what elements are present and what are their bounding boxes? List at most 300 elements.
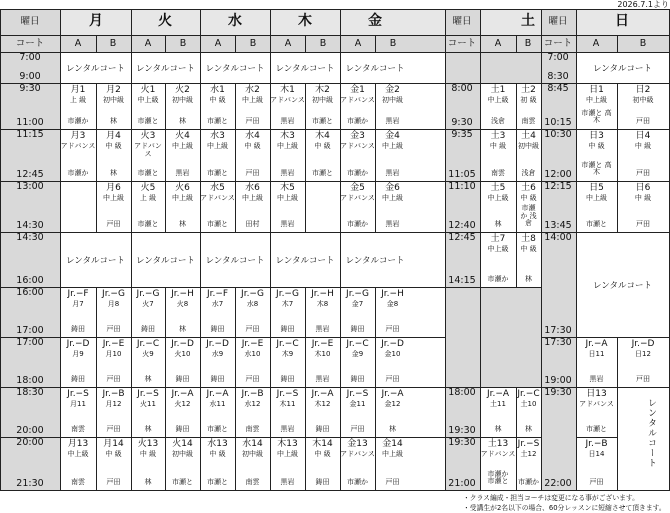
class-level: 中上級 bbox=[487, 245, 509, 254]
grid-line bbox=[0, 437, 445, 438]
class-level: 月11 bbox=[70, 400, 86, 409]
end-time: 17:30 bbox=[544, 325, 572, 336]
rental-court-thu-afternoon: レンタルコート bbox=[275, 255, 335, 266]
class-code: 火14 bbox=[172, 439, 193, 449]
class-level: 中 級 bbox=[588, 142, 605, 151]
end-time: 12:45 bbox=[16, 169, 44, 180]
coach-name: 戸田 bbox=[385, 374, 400, 383]
coach-name: 黒岩 bbox=[280, 424, 295, 433]
court-b-label: B bbox=[639, 38, 647, 49]
class-code: 火6 bbox=[175, 183, 190, 193]
effective-date: 2026.7.1より bbox=[617, 0, 669, 9]
class-cell bbox=[305, 339, 340, 386]
coach-name: 林 bbox=[179, 324, 186, 333]
coach-name: 戸田 bbox=[636, 374, 650, 383]
coach-name: 黒岩 bbox=[280, 219, 295, 228]
class-code: Jr.−B bbox=[102, 389, 125, 399]
class-code: 火5 bbox=[140, 183, 156, 193]
class-code: 水2 bbox=[245, 85, 260, 95]
day-header-wed: 水 bbox=[228, 13, 242, 29]
coach-name: 黒岩 bbox=[385, 219, 400, 228]
class-cell bbox=[617, 183, 669, 231]
court-b-label: B bbox=[179, 38, 187, 49]
class-code: 水4 bbox=[245, 131, 260, 141]
class-code: Jr.−B bbox=[585, 439, 608, 449]
rental-court-sun-morning: レンタルコート bbox=[593, 63, 652, 74]
class-code: 土5 bbox=[490, 183, 506, 193]
class-cell bbox=[375, 389, 410, 436]
class-code: Jr.−S bbox=[67, 389, 89, 399]
court-header-label: コート bbox=[543, 38, 573, 49]
coach-name: 戸田 bbox=[385, 324, 400, 333]
coach-name: 林 bbox=[494, 424, 502, 433]
coach-name: 戸田 bbox=[245, 168, 260, 177]
coach-name: 林 bbox=[110, 168, 117, 177]
start-time: 19:30 bbox=[544, 387, 572, 398]
class-level: 火8 bbox=[176, 300, 189, 309]
class-cell bbox=[165, 389, 200, 436]
class-cell bbox=[131, 439, 165, 489]
start-time: 18:00 bbox=[448, 387, 476, 398]
class-cell bbox=[235, 289, 270, 336]
end-time: 13:45 bbox=[544, 220, 572, 231]
end-time: 14:30 bbox=[16, 220, 44, 231]
class-level: 木11 bbox=[279, 400, 296, 409]
class-code: Jr.−S bbox=[137, 389, 159, 399]
class-level: 中上級 bbox=[172, 142, 193, 151]
class-cell bbox=[235, 183, 270, 231]
class-cell bbox=[340, 289, 375, 336]
class-cell bbox=[235, 131, 270, 180]
class-cell bbox=[480, 389, 516, 436]
class-cell bbox=[340, 389, 375, 436]
class-level: 中上級 bbox=[67, 450, 89, 459]
end-time: 14:15 bbox=[448, 275, 476, 286]
class-code: Jr.−C bbox=[136, 339, 160, 349]
coach-name: 戸田 bbox=[245, 374, 260, 383]
grid-line bbox=[0, 287, 445, 288]
coach-name: 市瀬か 浅倉 bbox=[520, 203, 537, 228]
coach-name: 黒岩 bbox=[589, 374, 604, 383]
class-code: 月6 bbox=[106, 183, 121, 193]
class-code: 日2 bbox=[635, 85, 651, 95]
coach-name: 市瀬と bbox=[586, 424, 607, 433]
class-level: 金7 bbox=[351, 300, 364, 309]
start-time: 9:35 bbox=[451, 129, 473, 140]
court-divider bbox=[375, 35, 376, 52]
start-time: 9:30 bbox=[19, 83, 41, 94]
class-code: Jr.−C bbox=[517, 389, 540, 399]
grid-line bbox=[0, 83, 445, 84]
class-level: 中 級 bbox=[209, 96, 226, 105]
weekday-header-label: 曜日 bbox=[548, 16, 568, 27]
coach-name: 戸田 bbox=[636, 219, 650, 228]
class-level: 中上級 bbox=[207, 142, 228, 151]
unused-slot bbox=[480, 52, 541, 83]
class-cell bbox=[235, 339, 270, 386]
class-code: Jr.−D bbox=[66, 339, 90, 349]
class-code: 日13 bbox=[586, 389, 607, 399]
class-level: 初中級 bbox=[632, 96, 654, 105]
class-cell bbox=[576, 183, 617, 231]
class-cell bbox=[270, 289, 305, 336]
class-code: 水14 bbox=[242, 439, 263, 449]
class-cell bbox=[340, 183, 375, 231]
coach-name: 戸田 bbox=[385, 477, 400, 486]
class-code: 月13 bbox=[67, 439, 89, 449]
class-cell bbox=[340, 85, 375, 128]
class-code: Jr.−G bbox=[241, 289, 264, 299]
coach-name: 林 bbox=[144, 477, 152, 486]
start-time: 17:00 bbox=[16, 337, 44, 348]
coach-name: 黒岩 bbox=[315, 324, 330, 333]
class-code: 火1 bbox=[140, 85, 156, 95]
class-cell bbox=[131, 389, 165, 436]
weekday-header-label: 曜日 bbox=[452, 16, 472, 27]
class-code: Jr.−B bbox=[241, 389, 264, 399]
class-code: 金6 bbox=[385, 183, 400, 193]
class-cell bbox=[270, 389, 305, 436]
class-code: Jr.−C bbox=[276, 339, 299, 349]
footnote: ・受講生が2名以下の場合、60分レッスンに短縮させて頂きます。 bbox=[463, 504, 666, 512]
class-level: アドバンス bbox=[480, 450, 516, 459]
grid-line bbox=[0, 181, 445, 182]
class-cell bbox=[576, 389, 617, 436]
class-cell bbox=[480, 234, 516, 286]
class-code: Jr.−S bbox=[517, 439, 540, 449]
coach-name: 南雲 bbox=[521, 116, 536, 125]
class-level: 中上級 bbox=[103, 194, 124, 203]
class-code: 木13 bbox=[277, 439, 298, 449]
rental-court-sun-evening: レンタルコート bbox=[646, 398, 656, 468]
coach-name: 南雲 bbox=[491, 168, 505, 177]
class-code: 土3 bbox=[490, 131, 506, 141]
coach-name: 市瀬と bbox=[586, 219, 607, 228]
class-code: Jr.−F bbox=[206, 289, 229, 299]
class-level: 中上級 bbox=[277, 450, 298, 459]
class-code: 火13 bbox=[137, 439, 159, 449]
class-code: Jr.−H bbox=[381, 289, 404, 299]
coach-name: 黒岩 bbox=[280, 477, 295, 486]
coach-name: 南雲 bbox=[245, 477, 260, 486]
class-level: 火9 bbox=[142, 350, 154, 359]
class-cell bbox=[131, 183, 165, 231]
class-cell bbox=[200, 85, 235, 128]
coach-name: 市瀬か bbox=[67, 116, 89, 125]
class-code: 土6 bbox=[521, 183, 536, 193]
class-level: 中上級 bbox=[382, 194, 403, 203]
coach-name: 鋳田 bbox=[175, 424, 190, 433]
coach-name: 鋳田 bbox=[71, 374, 85, 383]
class-cell bbox=[96, 131, 131, 180]
day-header-sat: 土 bbox=[521, 13, 535, 29]
class-level: 初中級 bbox=[103, 96, 124, 105]
class-level: 初 級 bbox=[520, 96, 537, 105]
class-code: 火4 bbox=[175, 131, 190, 141]
coach-name: 市瀬か bbox=[67, 168, 89, 177]
class-level: 中上級 bbox=[487, 96, 509, 105]
class-cell bbox=[617, 339, 669, 386]
coach-name: 鋳田 bbox=[315, 477, 330, 486]
coach-name: 市瀬か bbox=[518, 477, 539, 486]
class-level: 日14 bbox=[588, 450, 605, 459]
class-code: 木5 bbox=[280, 183, 295, 193]
end-time: 16:00 bbox=[16, 275, 44, 286]
class-cell bbox=[576, 439, 617, 489]
class-cell bbox=[60, 439, 96, 489]
class-level: 中上級 bbox=[242, 96, 263, 105]
class-cell bbox=[235, 439, 270, 489]
class-cell bbox=[516, 183, 541, 231]
coach-name: 鋳田 bbox=[210, 324, 225, 333]
court-a-label: A bbox=[214, 38, 222, 49]
class-level: 木7 bbox=[281, 300, 294, 309]
start-time: 14:00 bbox=[544, 232, 572, 243]
class-cell bbox=[305, 85, 340, 128]
class-cell bbox=[200, 439, 235, 489]
class-code: 金2 bbox=[385, 85, 400, 95]
class-level: 上 級 bbox=[69, 96, 87, 105]
class-code: Jr.−A bbox=[311, 389, 334, 399]
end-time: 11:00 bbox=[16, 117, 44, 128]
court-divider bbox=[235, 35, 236, 52]
class-cell bbox=[270, 131, 305, 180]
class-code: 月3 bbox=[70, 131, 86, 141]
class-level: 金10 bbox=[384, 350, 401, 359]
class-cell bbox=[516, 439, 541, 489]
coach-name: 林 bbox=[389, 424, 396, 433]
court-a-label: A bbox=[74, 38, 82, 49]
class-code: 日5 bbox=[589, 183, 604, 193]
class-level: 初中級 bbox=[382, 96, 403, 105]
class-code: Jr.−E bbox=[102, 339, 125, 349]
start-time: 10:30 bbox=[544, 129, 572, 140]
table-border bbox=[0, 9, 669, 10]
court-b-label: B bbox=[524, 38, 532, 49]
class-level: 日11 bbox=[588, 350, 605, 359]
coach-name: 市瀬と bbox=[207, 424, 228, 433]
class-cell bbox=[375, 339, 410, 386]
class-code: 土1 bbox=[490, 85, 506, 95]
class-cell bbox=[200, 183, 235, 231]
grid-line bbox=[0, 35, 669, 36]
class-code: 土13 bbox=[487, 439, 509, 449]
coach-name: 黒岩 bbox=[385, 168, 400, 177]
class-code: 木14 bbox=[312, 439, 333, 449]
coach-name: 浅倉 bbox=[491, 116, 505, 125]
class-cell bbox=[200, 339, 235, 386]
day-header-mon: 月 bbox=[89, 13, 103, 29]
class-level: 中 級 bbox=[105, 450, 122, 459]
class-level: 中上級 bbox=[487, 194, 509, 203]
court-a-label: A bbox=[494, 38, 502, 49]
coach-name: 市瀬と bbox=[137, 168, 159, 177]
class-level: 土12 bbox=[520, 450, 537, 459]
coach-name: 田村 bbox=[245, 219, 260, 228]
court-divider bbox=[617, 387, 618, 490]
class-code: 日3 bbox=[589, 131, 604, 141]
footnote: ・クラス編成・担当コーチは変更になる事がございます。 bbox=[463, 494, 639, 502]
class-code: Jr.−H bbox=[311, 289, 334, 299]
class-cell bbox=[576, 339, 617, 386]
class-cell bbox=[576, 85, 617, 128]
coach-name: 市瀬と bbox=[207, 116, 228, 125]
class-code: 土4 bbox=[521, 131, 536, 141]
class-cell bbox=[96, 183, 131, 231]
class-cell bbox=[480, 131, 516, 180]
class-cell bbox=[305, 289, 340, 336]
coach-name: 林 bbox=[144, 374, 152, 383]
class-code: Jr.−E bbox=[241, 339, 264, 349]
class-cell bbox=[165, 339, 200, 386]
court-a-label: A bbox=[592, 38, 600, 49]
coach-name: 市瀬か bbox=[347, 477, 368, 486]
class-code: 水6 bbox=[245, 183, 260, 193]
rental-court-mon-afternoon: レンタルコート bbox=[66, 255, 125, 266]
class-code: 金1 bbox=[350, 85, 365, 95]
coach-name: 戸田 bbox=[106, 424, 121, 433]
class-level: 金8 bbox=[386, 300, 399, 309]
class-code: Jr.−D bbox=[381, 339, 404, 349]
class-level: 水8 bbox=[246, 300, 259, 309]
class-code: 日4 bbox=[635, 131, 651, 141]
class-cell bbox=[60, 85, 96, 128]
class-cell bbox=[516, 85, 541, 128]
class-level: 中 級 bbox=[139, 450, 157, 459]
class-level: 日12 bbox=[635, 350, 651, 359]
coach-name: 林 bbox=[525, 424, 532, 433]
class-cell bbox=[131, 289, 165, 336]
class-code: Jr.−S bbox=[346, 389, 369, 399]
end-time: 19:00 bbox=[544, 375, 572, 386]
rental-court-tue-morning: レンタルコート bbox=[136, 63, 195, 74]
class-level: 中上級 bbox=[277, 142, 298, 151]
class-code: 月14 bbox=[103, 439, 124, 449]
class-code: Jr.−A bbox=[206, 389, 229, 399]
day-header-tue: 火 bbox=[158, 13, 172, 29]
class-code: Jr.−G bbox=[102, 289, 125, 299]
start-time: 7:00 bbox=[547, 52, 569, 63]
class-cell bbox=[96, 85, 131, 128]
class-level: 中上級 bbox=[382, 450, 403, 459]
class-code: 水13 bbox=[207, 439, 228, 449]
coach-name: 黒岩 bbox=[175, 168, 190, 177]
class-code: 水1 bbox=[210, 85, 225, 95]
class-cell bbox=[60, 339, 96, 386]
class-code: Jr.−D bbox=[631, 339, 655, 349]
class-level: 水7 bbox=[211, 300, 224, 309]
class-cell bbox=[516, 234, 541, 286]
class-code: 日1 bbox=[589, 85, 604, 95]
class-code: Jr.−G bbox=[346, 289, 369, 299]
court-divider bbox=[165, 35, 166, 52]
class-code: Jr.−A bbox=[381, 389, 404, 399]
class-level: 中上級 bbox=[172, 194, 193, 203]
rental-court-wed-afternoon: レンタルコート bbox=[205, 255, 265, 266]
coach-name: 鋳田 bbox=[280, 374, 295, 383]
coach-name: 戸田 bbox=[245, 324, 260, 333]
class-code: Jr.−S bbox=[276, 389, 299, 399]
coach-name: 戸田 bbox=[589, 477, 604, 486]
table-border bbox=[0, 9, 1, 491]
coach-name: 市瀬と 高木 bbox=[581, 108, 612, 125]
coach-name: 林 bbox=[494, 219, 502, 228]
start-time: 11:10 bbox=[448, 181, 476, 192]
class-code: 水3 bbox=[210, 131, 225, 141]
coach-name: 林 bbox=[525, 274, 532, 283]
class-level: 金12 bbox=[384, 400, 401, 409]
class-level: 中 級 bbox=[634, 142, 652, 151]
class-level: 中上級 bbox=[242, 194, 263, 203]
day-header-sun: 日 bbox=[615, 13, 629, 29]
class-cell bbox=[340, 439, 375, 489]
class-code: 木4 bbox=[315, 131, 330, 141]
class-code: 火2 bbox=[175, 85, 190, 95]
class-code: Jr.−F bbox=[67, 289, 89, 299]
coach-name: 鋳田 bbox=[210, 374, 225, 383]
class-cell bbox=[96, 389, 131, 436]
rental-court-sun-afternoon: レンタルコート bbox=[593, 280, 652, 291]
end-time: 22:00 bbox=[544, 478, 572, 489]
coach-name: 市瀬と bbox=[137, 219, 159, 228]
class-cell bbox=[305, 439, 340, 489]
grid-line bbox=[0, 337, 445, 338]
class-level: 初中級 bbox=[172, 96, 193, 105]
class-level: 火10 bbox=[174, 350, 191, 359]
class-cell bbox=[200, 131, 235, 180]
class-code: 水5 bbox=[210, 183, 225, 193]
court-b-label: B bbox=[249, 38, 257, 49]
class-cell bbox=[340, 339, 375, 386]
coach-name: 林 bbox=[179, 116, 186, 125]
class-code: Jr.−H bbox=[171, 289, 194, 299]
class-level: 木8 bbox=[316, 300, 329, 309]
class-cell bbox=[375, 183, 410, 231]
coach-name: 鋳田 bbox=[350, 324, 365, 333]
class-level: 月9 bbox=[72, 350, 84, 359]
class-level: 中 級 bbox=[314, 142, 331, 151]
class-cell bbox=[617, 131, 669, 180]
court-b-label: B bbox=[109, 38, 117, 49]
coach-name: 黒岩 bbox=[280, 168, 295, 177]
start-time: 14:30 bbox=[16, 232, 44, 243]
class-level: 火11 bbox=[140, 400, 156, 409]
coach-name: 戸田 bbox=[350, 424, 365, 433]
unused-slot bbox=[480, 287, 541, 387]
end-time: 8:30 bbox=[547, 71, 569, 82]
coach-name: 市瀬か bbox=[347, 219, 368, 228]
class-cell bbox=[96, 289, 131, 336]
coach-name: 市瀬と bbox=[312, 168, 333, 177]
coach-name: 黒岩 bbox=[385, 116, 400, 125]
class-cell bbox=[165, 439, 200, 489]
start-time: 12:15 bbox=[544, 181, 572, 192]
class-cell bbox=[576, 131, 617, 180]
class-cell bbox=[270, 85, 305, 128]
coach-name: 鋳田 bbox=[71, 324, 85, 333]
class-level: 木12 bbox=[314, 400, 331, 409]
coach-name: 市瀬と bbox=[207, 168, 228, 177]
grid-line bbox=[541, 9, 542, 491]
class-cell bbox=[200, 389, 235, 436]
class-cell bbox=[480, 85, 516, 128]
class-cell bbox=[165, 183, 200, 231]
class-code: 土7 bbox=[490, 234, 506, 244]
class-level: 中 級 bbox=[489, 142, 507, 151]
header-bg bbox=[576, 35, 669, 52]
table-border bbox=[0, 490, 669, 491]
class-code: Jr.−G bbox=[136, 289, 160, 299]
